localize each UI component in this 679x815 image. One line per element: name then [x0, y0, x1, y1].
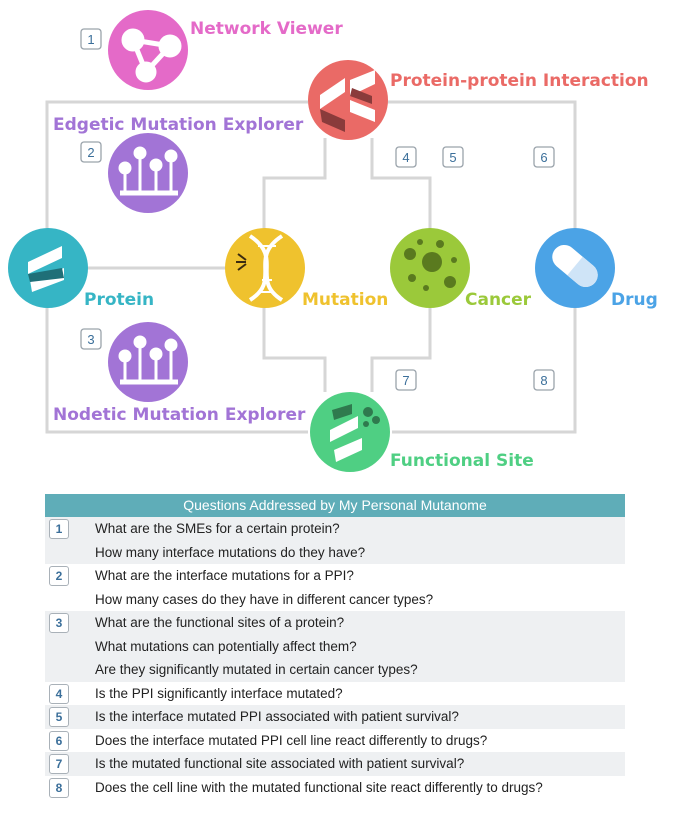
question-row	[45, 564, 625, 611]
question-row	[45, 682, 625, 706]
question-number-cell	[45, 517, 77, 539]
question-text: How many interface mutations do they have?	[95, 544, 366, 560]
question-number-badge: 3	[49, 613, 69, 633]
svg-text:8: 8	[540, 373, 548, 388]
cancer-label: Cancer	[465, 290, 532, 310]
question-text: Is the PPI significantly interface mutated?	[95, 685, 343, 701]
nodetic-label: Nodetic Mutation Explorer	[53, 405, 306, 425]
question-number-cell	[45, 564, 77, 586]
questions-table-body	[45, 517, 625, 799]
ppi-label: Protein-protein Interaction	[390, 71, 649, 91]
question-text-lines	[77, 517, 625, 564]
edgetic-node[interactable]	[53, 115, 304, 213]
marker-6	[534, 147, 554, 167]
svg-text:7: 7	[402, 373, 410, 388]
question-text: Is the mutated functional site associated with patient survival?	[95, 756, 465, 771]
question-number-badge: 5	[49, 707, 69, 727]
question-number-badge: 6	[49, 731, 69, 751]
drug-node[interactable]	[535, 228, 658, 310]
marker-8	[534, 370, 554, 390]
question-row	[45, 776, 625, 800]
svg-text:5: 5	[449, 150, 457, 165]
question-row	[45, 611, 625, 682]
question-number-badge: 1	[49, 519, 69, 539]
svg-text:4: 4	[402, 150, 410, 165]
question-text: What mutations can potentially affect them?	[95, 638, 357, 654]
question-number-cell	[45, 729, 77, 751]
marker-5	[443, 147, 463, 167]
question-text: What are the SMEs for a certain protein?	[95, 521, 340, 536]
question-text: What are the interface mutations for a PPI?	[95, 568, 354, 583]
question-text: Does the interface mutated PPI cell line react differently to drugs?	[95, 732, 488, 748]
question-text-lines	[77, 705, 625, 729]
question-number-badge: 4	[49, 684, 69, 704]
question-text-lines	[77, 564, 625, 611]
question-number-cell	[45, 682, 77, 704]
functional-site-label: Functional Site	[390, 451, 534, 471]
network-viewer-node[interactable]	[108, 10, 343, 90]
marker-2	[81, 142, 101, 162]
cancer-node[interactable]	[390, 228, 532, 310]
marker-1	[81, 29, 101, 49]
svg-text:6: 6	[540, 150, 548, 165]
question-text: Does the cell line with the mutated functional site react differently to drugs?	[95, 779, 543, 795]
question-row	[45, 705, 625, 729]
question-text-lines	[77, 776, 625, 800]
questions-table	[45, 494, 625, 799]
question-text-lines	[77, 682, 625, 706]
question-text-lines	[77, 611, 625, 682]
mutation-label: Mutation	[302, 290, 389, 310]
question-text: Are they significantly mutated in certain cancer types?	[95, 662, 418, 677]
svg-text:2: 2	[87, 145, 95, 160]
ppi-node[interactable]	[308, 60, 649, 140]
question-text: How many cases do they have in different cancer types?	[95, 591, 434, 607]
questions-table-title: Questions Addressed by My Personal Mutanome	[45, 494, 625, 517]
question-number-cell	[45, 705, 77, 727]
question-number-badge: 2	[49, 566, 69, 586]
question-row	[45, 752, 625, 776]
question-text-lines	[77, 752, 625, 776]
question-number-cell	[45, 611, 77, 633]
question-text-lines	[77, 729, 625, 753]
marker-4	[396, 147, 416, 167]
mutation-node[interactable]	[225, 228, 388, 310]
question-row	[45, 517, 625, 564]
question-number-badge: 8	[49, 778, 69, 798]
network-viewer-label: Network Viewer	[190, 19, 343, 39]
svg-text:1: 1	[87, 32, 95, 47]
question-number-cell	[45, 776, 77, 798]
svg-text:3: 3	[87, 332, 95, 347]
marker-7	[396, 370, 416, 390]
protein-label: Protein	[84, 290, 155, 310]
question-text: What are the functional sites of a protein?	[95, 615, 345, 630]
question-number-badge: 7	[49, 754, 69, 774]
question-text: Is the interface mutated PPI associated with patient survival?	[95, 709, 459, 724]
marker-3	[81, 329, 101, 349]
edgetic-label: Edgetic Mutation Explorer	[53, 115, 304, 135]
question-number-cell	[45, 752, 77, 774]
question-row	[45, 729, 625, 753]
drug-label: Drug	[611, 290, 658, 310]
